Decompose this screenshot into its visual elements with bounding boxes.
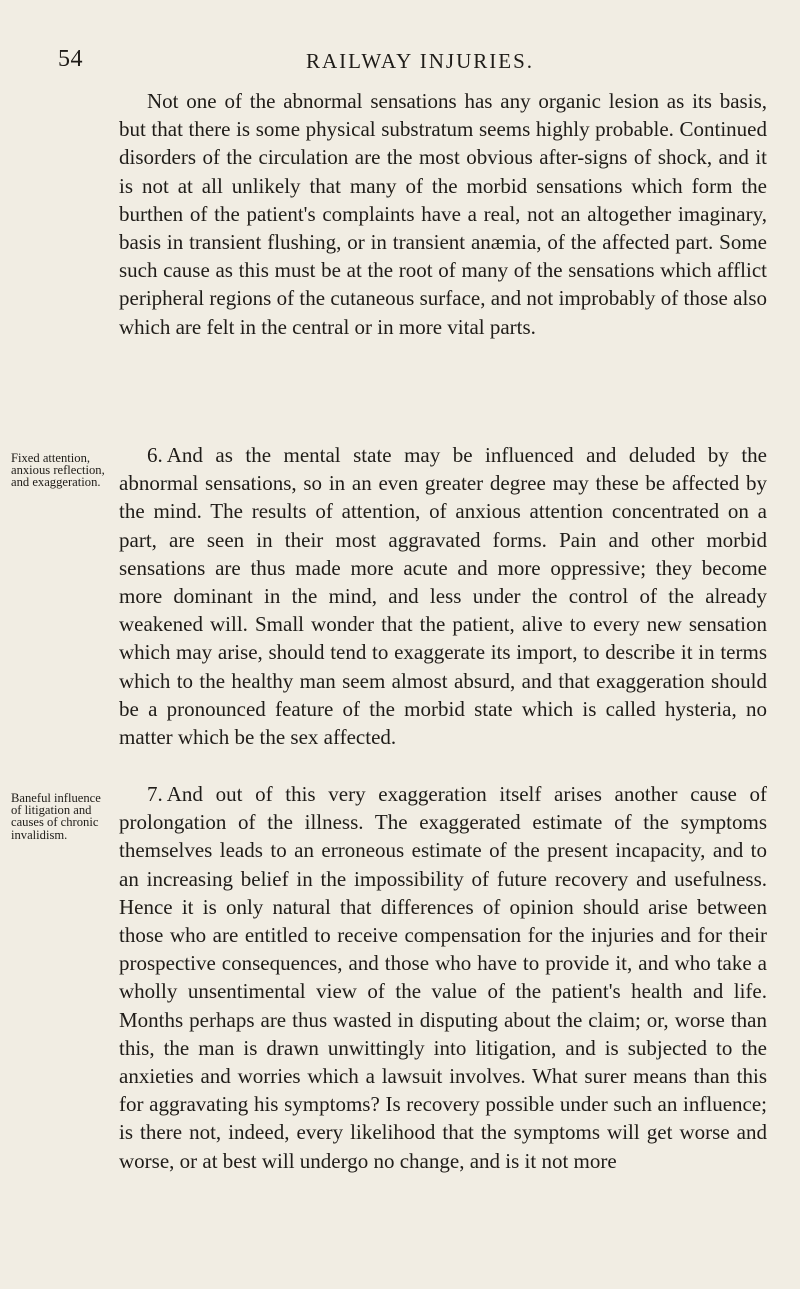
side-note-baneful-influence: Baneful influence of litigation and causes of chronic invalidism. (11, 791, 101, 842)
paragraph-text: Not one of the abnormal sensations has any organic lesion as its basis, but that there is some physical substratum seems highly probable. Continued disorders of the circulation are the most obvious after-signs of shock, and it is not at all unlikely that many of the morbid sensations which form the burthen of the patient's complaints have a real, not an altogether imaginary, basis in transient flushing, or in transient anæmia, of the affected part. Some such cause as this must be at the root of many of the sensations which afflict peripheral regions of the cutaneous surface, and not improbably of those also which are felt in the central or in more vital parts. (119, 89, 767, 339)
paragraph-text: And out of this very exaggeration itself arises another cause of prolongation of the illness. The exaggerated estimate of the symptoms themselves leads to an erroneous estimate of the present incapacity, and to an increasing belief in the impossibility of future recovery and usefulness. Hence it is only natural that differences of opinion should arise between those who are entitled to receive compensation for the injuries and for their prospective consequences, and those who have to provide it, and who take a wholly unsentimental view of the value of the patient's health and life. Months perhaps are thus wasted in disputing about the claim; or, worse than this, the man is drawn unwittingly into litigation, and is subjected to the anxieties and worries which a lawsuit involves. What surer means than this for aggravating his symptoms? Is recovery possible under such an influence; is there not, indeed, every likelihood that the symptoms will get worse and worse, or at best will undergo no change, and is it not more (119, 782, 767, 1173)
side-note-fixed-attention: Fixed attention, anxious reflection, and exaggeration. (11, 451, 105, 490)
paragraph-text: And as the mental state may be influenced and deluded by the abnormal sensations, so in an even greater degree may these be affected by the mind. The results of attention, of anxious attention concentrated on a part, are seen in their most aggravated forms. Pain and other morbid sensations are thus made more acute and more oppressive; they become more dominant in the mind, and less under the control of the already weakened will. Small wonder that the patient, alive to every new sensation which may arise, should tend to exaggerate its import, to describe it in terms which to the healthy man seem almost absurd, and that exaggeration should be a pronounced feature of the morbid state which is called hysteria, no matter which be the sex affected. (119, 443, 767, 750)
page-header (0, 0, 800, 90)
paragraph-1 (119, 87, 767, 341)
paragraph-7 (119, 780, 767, 1175)
page-number: 54 (58, 46, 83, 72)
paragraph-number: 7. (147, 782, 163, 806)
paragraph-6 (119, 441, 767, 751)
running-title: RAILWAY INJURIES. (305, 49, 535, 73)
paragraph-number: 6. (147, 443, 163, 467)
